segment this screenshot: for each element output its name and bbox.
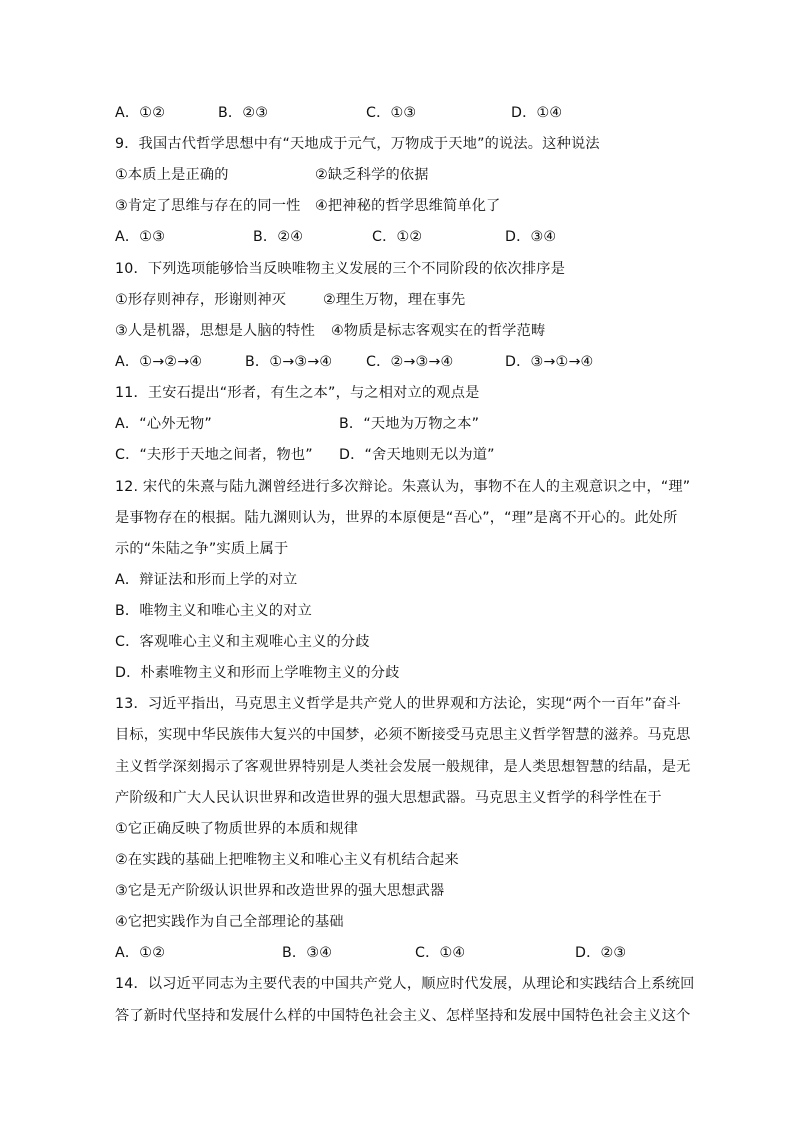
q13-statement-1: ①它正确反映了物质世界的本质和规律 — [115, 821, 359, 837]
q10-statement-3: ③人是机器，思想是人脑的特性 — [115, 323, 315, 339]
q13-stem-line-2: 目标，实现中华民族伟大复兴的中国梦，必须不断接受马克思主义哲学智慧的滋养。马克思 — [115, 727, 691, 743]
q10-statement-1: ①形存则神存，形谢则神灭 — [115, 292, 287, 308]
q9-statement-2: ②缺乏科学的依据 — [315, 167, 429, 183]
q9-stem: 9．我国古代哲学思想中有“天地成于元气，万物成于天地”的说法。这种说法 — [115, 136, 600, 152]
q8-option-a: A．①② — [115, 105, 166, 121]
q9-option-d: D．③④ — [505, 229, 557, 245]
q11-option-b: B．“天地为万物之本” — [339, 416, 480, 432]
q9-statement-4: ④把神秘的哲学思维简单化了 — [315, 198, 501, 214]
q10-stem: 10．下列选项能够恰当反映唯物主义发展的三个不同阶段的依次排序是 — [115, 261, 566, 277]
q13-statement-3: ③它是无产阶级认识世界和改造世界的强大思想武器 — [115, 883, 445, 899]
q13-option-b: B．③④ — [282, 945, 333, 961]
q11-option-d: D．“舍天地则无以为道” — [339, 447, 495, 463]
q13-option-d: D．②③ — [575, 945, 627, 961]
q10-statement-4: ④物质是标志客观实在的哲学范畴 — [331, 323, 546, 339]
q11-stem: 11．王安石提出“形者，有生之本”，与之相对立的观点是 — [115, 385, 480, 401]
q13-option-a: A．①② — [115, 945, 166, 961]
q12-stem-line-1: 12. 宋代的朱熹与陆九渊曾经进行多次辩论。朱熹认为，事物不在人的主观意识之中，“理” — [115, 479, 691, 495]
q12-stem-line-2: 是事物存在的根据。陆九渊则认为，世界的本原便是“吾心”，“理”是离不开心的。此处所 — [115, 510, 678, 526]
q14-stem-line-1: 14．以习近平同志为主要代表的中国共产党人，顺应时代发展，从理论和实践结合上系统回 — [115, 976, 695, 992]
q12-option-a: A．辩证法和形而上学的对立 — [115, 572, 298, 588]
q10-option-b: B．①→③→④ — [245, 354, 333, 370]
q12-option-d: D．朴素唯物主义和形而上学唯物主义的分歧 — [115, 665, 400, 681]
q14-stem-line-2: 答了新时代坚持和发展什么样的中国特色社会主义、怎样坚持和发展中国特色社会主义这个 — [115, 1008, 691, 1024]
q10-option-d: D．③→①→④ — [505, 354, 594, 370]
q11-option-a: A．“心外无物” — [115, 416, 212, 432]
q9-option-c: C．①② — [372, 229, 423, 245]
q10-option-a: A．①→②→④ — [115, 354, 203, 370]
q8-option-d: D．①④ — [511, 105, 563, 121]
q9-statement-1: ①本质上是正确的 — [115, 167, 229, 183]
q8-option-b: B．②③ — [218, 105, 269, 121]
q13-stem-line-4: 产阶级和广大人民认识世界和改造世界的强大思想武器。马克思主义哲学的科学性在于 — [115, 790, 662, 806]
q12-stem-line-3: 示的“朱陆之争”实质上属于 — [115, 541, 289, 557]
q13-stem-line-3: 主义哲学深刻揭示了客观世界特别是人类社会发展一般规律，是人类思想智慧的结晶，是无 — [115, 759, 691, 775]
q9-option-a: A．①③ — [115, 229, 166, 245]
q10-statement-2: ②理生万物，理在事先 — [323, 292, 466, 308]
q11-option-c: C．“夫形于天地之间者，物也” — [115, 447, 313, 463]
q13-stem-line-1: 13．习近平指出，马克思主义哲学是共产党人的世界观和方法论，实现“两个一百年”奋斗 — [115, 696, 681, 712]
q13-statement-2: ②在实践的基础上把唯物主义和唯心主义有机结合起来 — [115, 852, 459, 868]
q9-statement-3: ③肯定了思维与存在的同一性 — [115, 198, 301, 214]
q9-option-b: B．②④ — [253, 229, 304, 245]
q8-option-c: C．①③ — [366, 105, 417, 121]
q10-option-c: C．②→③→④ — [366, 354, 454, 370]
q13-statement-4: ④它把实践作为自己全部理论的基础 — [115, 914, 344, 930]
q12-option-b: B．唯物主义和唯心主义的对立 — [115, 603, 312, 619]
q13-option-c: C．①④ — [415, 945, 466, 961]
q12-option-c: C．客观唯心主义和主观唯心主义的分歧 — [115, 634, 370, 650]
